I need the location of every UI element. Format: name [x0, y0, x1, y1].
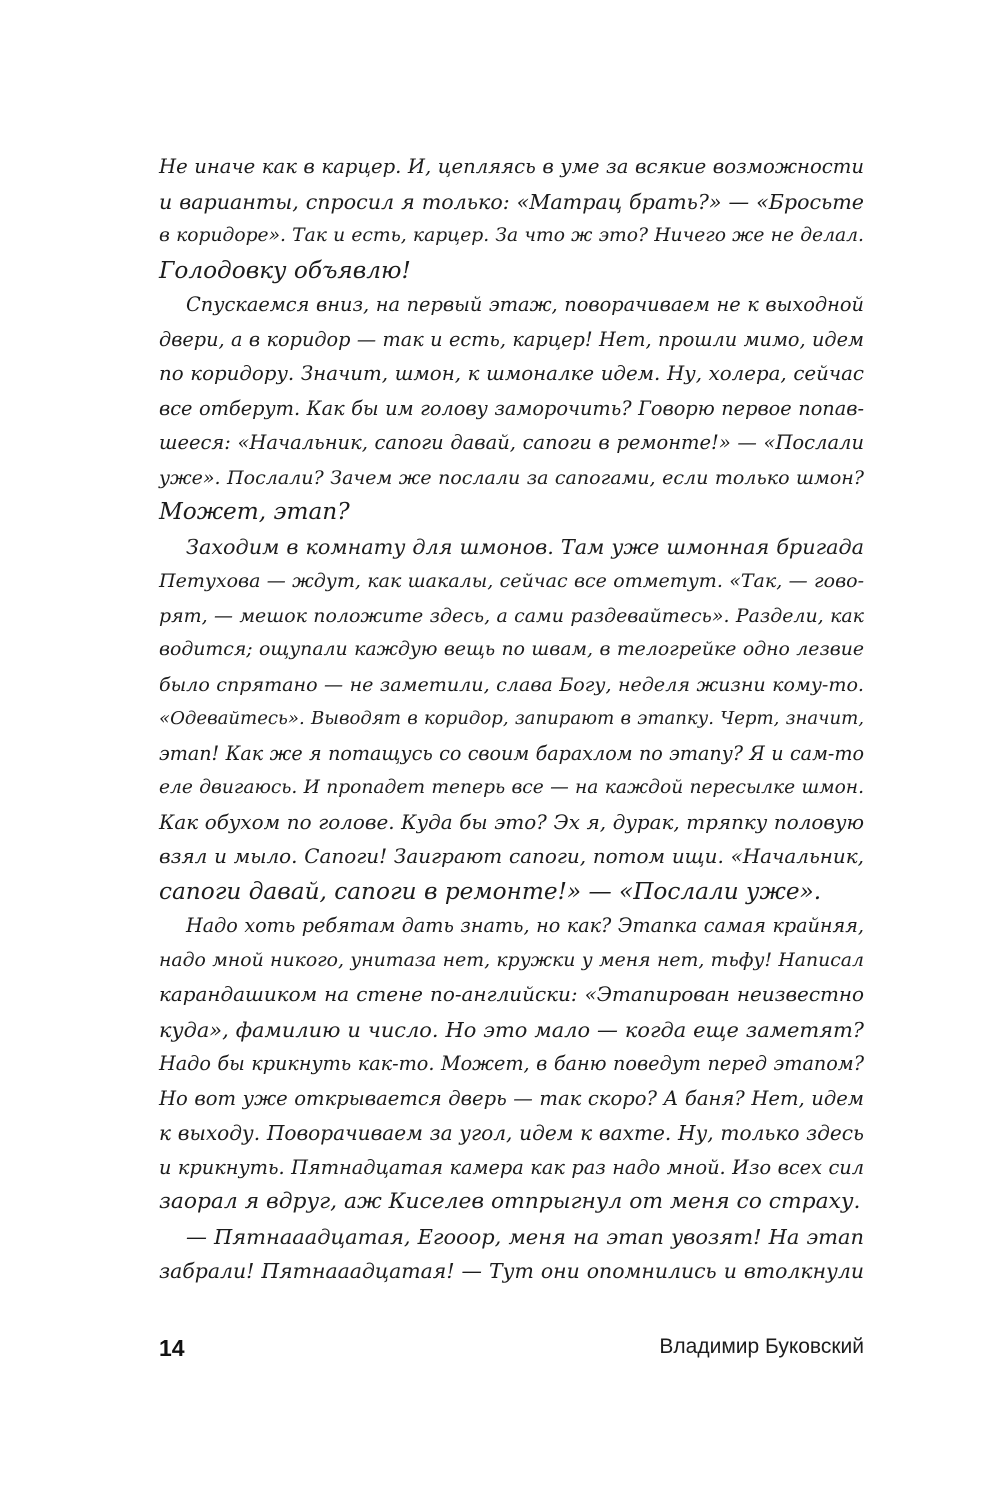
text-line: Но вот уже открывается дверь — так скоро? А баня? Нет, идем: [159, 1086, 864, 1110]
text-line: Не иначе как в карцер. И, цепляясь в уме за всякие возможности: [159, 155, 864, 178]
running-footer-author: Владимир Буковский: [659, 1335, 864, 1358]
text-line: двери, а в коридор — так и есть, карцер! Нет, прошли мимо, идем: [159, 327, 864, 351]
text-line: к выходу. Поворачиваем за угол, идем к вахте. Ну, только здесь: [159, 1121, 864, 1145]
text-line: все отберут. Как бы им голову заморочить? Говорю первое попав-: [159, 396, 864, 420]
text-line: «Одевайтесь». Выводят в коридор, запирают в этапку. Черт, значит,: [159, 708, 864, 729]
text-line: по коридору. Значит, шмон, к шмоналке идем. Ну, холера, сейчас: [159, 362, 864, 385]
text-line: Может, этап?: [159, 498, 350, 525]
text-line: Спускаемся вниз, на первый этаж, поворачиваем не к выходной: [186, 293, 864, 316]
text-line: карандашиком на стене по-английски: «Этапирован неизвестно: [159, 983, 864, 1006]
page-number: 14: [159, 1335, 185, 1361]
text-line: Петухова — ждут, как шакалы, сейчас все отметут. «Так, — гово-: [159, 570, 864, 592]
text-line: рят, — мешок положите здесь, а сами раздевайтесь». Раздели, как: [159, 604, 864, 627]
text-line: уже». Послали? Зачем же послали за сапогами, если только шмон?: [159, 466, 864, 489]
text-line: заорал я вдруг, аж Киселев отпрыгнул от меня со страху.: [159, 1189, 861, 1214]
text-line: — Пятнааадцатая, Егооор, меня на этап увозят! На этап: [186, 1224, 864, 1249]
text-line: Заходим в комнату для шмонов. Там уже шмонная бригада: [186, 534, 864, 559]
text-line: водится; ощупали каждую вещь по швам, в телогрейке одно лезвие: [159, 639, 864, 660]
text-line: забрали! Пятнааадцатая! — Тут они опомнились и втолкнули: [159, 1259, 864, 1283]
text-line: и крикнуть. Пятнадцатая камера как раз надо мной. Изо всех сил: [159, 1155, 864, 1179]
text-line: надо мной никого, унитаза нет, кружки у меня нет, тьфу! Написал: [159, 949, 864, 971]
text-line: и варианты, спросил я только: «Матрац брать?» — «Бросьте: [159, 189, 864, 214]
page-footer: [159, 1335, 864, 1365]
body-text: [159, 150, 864, 1289]
text-line: Надо бы крикнуть как-то. Может, в баню поведут перед этапом?: [159, 1052, 864, 1075]
text-line: Как обухом по голове. Куда бы это? Эх я, дурак, тряпку половую: [159, 810, 864, 834]
text-line: еле двигаюсь. И пропадет теперь все — на каждой пересылке шмон.: [159, 777, 864, 798]
text-line: взял и мыло. Сапоги! Заиграют сапоги, потом ищи. «Начальник,: [159, 845, 864, 868]
text-line: куда», фамилию и число. Но это мало — когда еще заметят?: [159, 1017, 864, 1042]
text-line: сапоги давай, сапоги в ремонте!» — «Послали уже».: [159, 877, 822, 905]
text-line: Надо хоть ребятам дать знать, но как? Этапка самая крайняя,: [186, 914, 864, 937]
text-line: Голодовку объявлю!: [159, 256, 411, 284]
text-line: было спрятано — не заметили, слава Богу, неделя жизни кому-то.: [159, 673, 864, 696]
text-line: шееся: «Начальник, сапоги давай, сапоги в ремонте!» — «Послали: [159, 431, 864, 454]
text-line: в коридоре». Так и есть, карцер. За что ж это? Ничего же не делал.: [159, 225, 864, 246]
text-line: этап! Как же я потащусь со своим барахлом по этапу? Я и сам-то: [159, 741, 864, 765]
